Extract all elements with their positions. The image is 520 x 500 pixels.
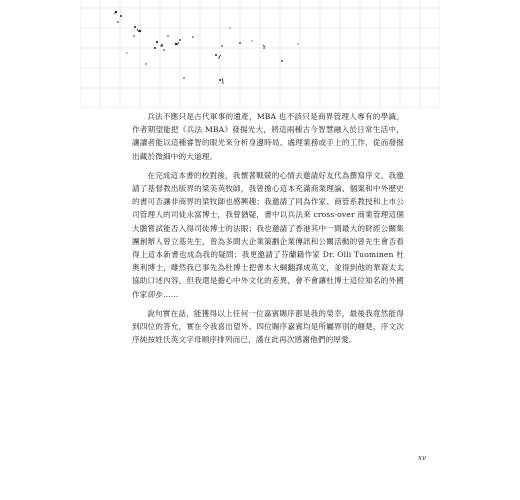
paragraph: 兵法不應只是古代軍事的遺產，MBA 也不該只是商界管理人專有的學識。作者期望能把《兵法 MBA》發揚光大，將這兩種古今智慧融入於日常生活中，讓讀者能以這種睿智的眼光來分析身邊時局、處理業務或手上的工作，從而發掘出藏於微細中的大道理。 [132, 112, 404, 161]
paragraph: 說句實在話，能獲得以上任何一位嘉賓賜序都是我的榮幸，最後我竟然能得到四位的答允，實在令我喜出望外。四位賜序嘉賓均是所屬界別的翹楚，序文次序純按姓氏英文字母順序排列而已，謹在此再次感謝他們的厚愛。 [132, 308, 404, 345]
page-number: xv [418, 454, 426, 462]
body-text [132, 110, 404, 352]
header-grid-illustration [80, 0, 440, 108]
paragraph: 在完成這本書的校對後，我懷著戰兢的心情去邀請好友代為撰寫序文。我邀請了基督教出版界的梁美英牧師，我曾擔心這本充滿商業理論、個案和中外歷史的書可否讓非商界的梁牧師也感興趣；我邀請了同為作家、商管系教授和上市公司管理人的司徒永富博士，我曾猶疑，書中以兵法來 cross-over 商業管理這個大膽嘗試能否入得司徒博士的法眼；我也邀請了香港其中一間最大的財經公關集團創辦人曾立基先生，曾為多間大企業策劃企業傳訊和公關活動的曾先生會否看得上這本新書也成為我的疑問；我更邀請了芬蘭籍作家 Dr. Olli Tuominen 杜奧利博士，雖然我已事先為杜博士把書本大綱翻譯成英文，並得到他的華裔太太協助口述內容，但我還是擔心中外文化的差異，會不會讓杜博士這位知名的外國作家卻步…… [132, 170, 404, 299]
